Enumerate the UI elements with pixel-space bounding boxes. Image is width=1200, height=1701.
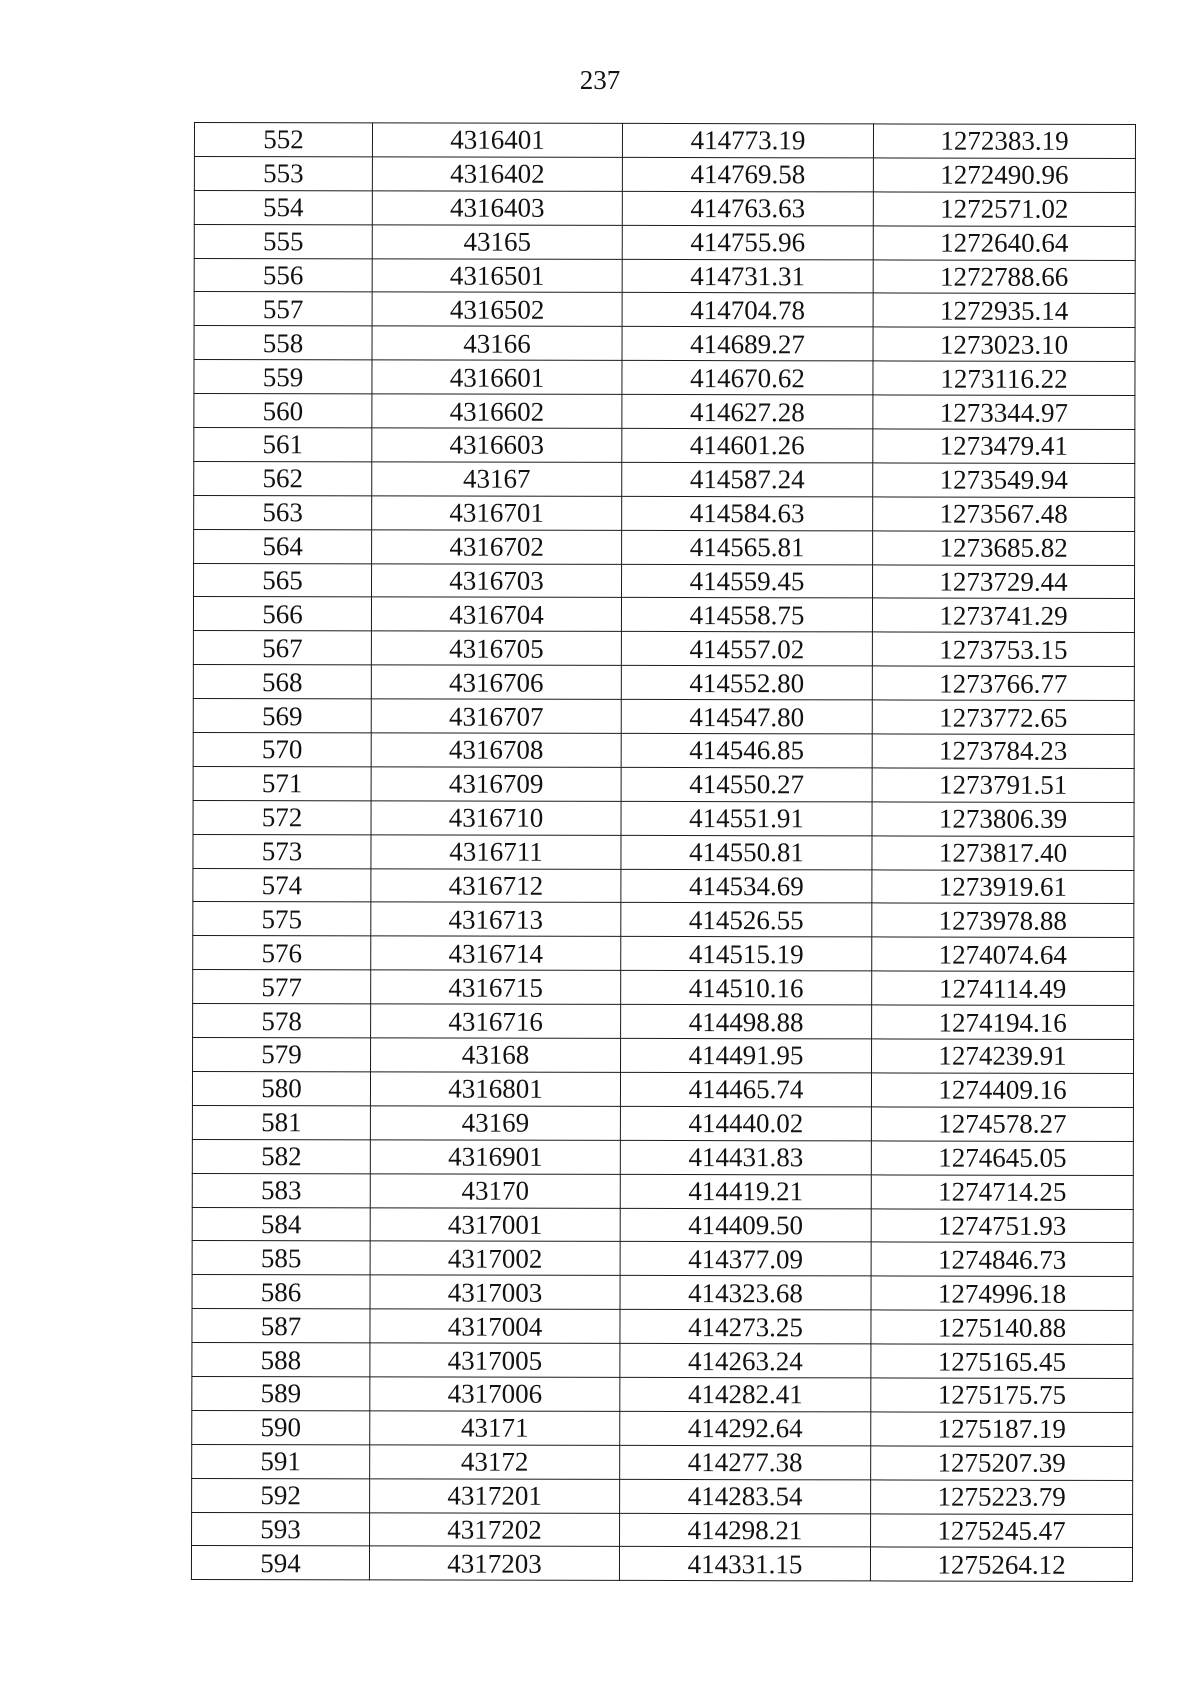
x-coordinate-cell: 414773.19 xyxy=(622,123,873,157)
point-id-cell: 4316705 xyxy=(371,631,621,665)
x-coordinate-cell: 414670.62 xyxy=(622,361,873,395)
row-index-cell: 583 xyxy=(192,1173,370,1207)
y-coordinate-cell: 1272571.02 xyxy=(873,192,1135,226)
page-number: 237 xyxy=(579,65,621,95)
point-id-cell: 4317004 xyxy=(370,1309,620,1343)
table-row xyxy=(192,1207,1133,1243)
row-index-cell: 569 xyxy=(193,699,371,733)
row-index-cell: 562 xyxy=(194,461,372,495)
row-index-cell: 587 xyxy=(192,1309,370,1343)
y-coordinate-cell: 1274714.25 xyxy=(871,1175,1133,1209)
y-coordinate-cell: 1272490.96 xyxy=(873,158,1135,192)
y-coordinate-cell: 1273806.39 xyxy=(872,802,1134,836)
table-row xyxy=(192,1071,1133,1107)
table-row xyxy=(194,156,1135,192)
point-id-cell: 4317005 xyxy=(370,1343,620,1377)
point-id-cell: 4316708 xyxy=(371,733,621,767)
x-coordinate-cell: 414263.24 xyxy=(620,1343,871,1377)
row-index-cell: 592 xyxy=(192,1478,370,1512)
row-index-cell: 557 xyxy=(194,292,372,326)
row-index-cell: 577 xyxy=(193,970,371,1004)
y-coordinate-cell: 1273978.88 xyxy=(872,903,1134,937)
x-coordinate-cell: 414465.74 xyxy=(620,1072,871,1106)
x-coordinate-cell: 414550.27 xyxy=(621,767,872,801)
x-coordinate-cell: 414273.25 xyxy=(620,1310,871,1344)
row-index-cell: 584 xyxy=(192,1207,370,1241)
point-id-cell: 4317001 xyxy=(370,1207,620,1241)
table-row xyxy=(193,1004,1134,1040)
point-id-cell: 4316701 xyxy=(372,496,622,530)
y-coordinate-cell: 1273753.15 xyxy=(872,632,1134,666)
x-coordinate-cell: 414551.91 xyxy=(621,801,872,835)
row-index-cell: 566 xyxy=(193,597,371,631)
row-index-cell: 556 xyxy=(194,258,372,292)
row-index-cell: 573 xyxy=(193,834,371,868)
point-id-cell: 4316602 xyxy=(372,394,622,428)
x-coordinate-cell: 414559.45 xyxy=(622,564,873,598)
x-coordinate-cell: 414440.02 xyxy=(620,1106,871,1140)
y-coordinate-cell: 1273116.22 xyxy=(873,361,1135,395)
row-index-cell: 564 xyxy=(194,529,372,563)
x-coordinate-cell: 414331.15 xyxy=(619,1547,870,1581)
row-index-cell: 576 xyxy=(193,936,371,970)
table-row xyxy=(194,428,1135,464)
x-coordinate-cell: 414755.96 xyxy=(622,225,873,259)
table-row xyxy=(194,394,1135,430)
y-coordinate-cell: 1274114.49 xyxy=(872,971,1134,1005)
row-index-cell: 552 xyxy=(194,123,372,157)
y-coordinate-cell: 1273791.51 xyxy=(872,768,1134,802)
y-coordinate-cell: 1273919.61 xyxy=(872,870,1134,904)
x-coordinate-cell: 414547.80 xyxy=(621,700,872,734)
row-index-cell: 574 xyxy=(193,868,371,902)
table-row xyxy=(194,292,1135,328)
y-coordinate-cell: 1273567.48 xyxy=(873,497,1135,531)
table-row xyxy=(192,1478,1133,1514)
x-coordinate-cell: 414282.41 xyxy=(620,1377,871,1411)
point-id-cell: 4317202 xyxy=(370,1512,620,1546)
row-index-cell: 586 xyxy=(192,1275,370,1309)
x-coordinate-cell: 414515.19 xyxy=(621,937,872,971)
row-index-cell: 589 xyxy=(192,1376,370,1410)
point-id-cell: 4316709 xyxy=(371,767,621,801)
table-row xyxy=(193,665,1134,701)
x-coordinate-cell: 414283.54 xyxy=(620,1479,871,1513)
table-row xyxy=(192,1512,1133,1548)
y-coordinate-cell: 1272640.64 xyxy=(873,226,1135,260)
point-id-cell: 4316702 xyxy=(372,530,622,564)
point-id-cell: 4316707 xyxy=(371,699,621,733)
table-row xyxy=(193,699,1134,735)
point-id-cell: 4316703 xyxy=(372,563,622,597)
x-coordinate-cell: 414550.81 xyxy=(621,835,872,869)
row-index-cell: 594 xyxy=(191,1546,369,1580)
point-id-cell: 4316601 xyxy=(372,360,622,394)
x-coordinate-cell: 414546.85 xyxy=(621,733,872,767)
point-id-cell: 43166 xyxy=(372,326,622,360)
table-row xyxy=(193,868,1134,904)
coordinate-table xyxy=(191,122,1136,1582)
table-row xyxy=(193,597,1134,633)
row-index-cell: 559 xyxy=(194,360,372,394)
table-row xyxy=(194,326,1135,362)
point-id-cell: 4316704 xyxy=(371,597,621,631)
point-id-cell: 4316713 xyxy=(371,902,621,936)
row-index-cell: 580 xyxy=(192,1071,370,1105)
point-id-cell: 4317002 xyxy=(370,1241,620,1275)
table-row xyxy=(192,1309,1133,1345)
y-coordinate-cell: 1274239.91 xyxy=(872,1039,1134,1073)
row-index-cell: 560 xyxy=(194,394,372,428)
y-coordinate-cell: 1274846.73 xyxy=(871,1242,1133,1276)
x-coordinate-cell: 414419.21 xyxy=(620,1174,871,1208)
table-row xyxy=(192,1410,1133,1446)
point-id-cell: 4316706 xyxy=(371,665,621,699)
row-index-cell: 575 xyxy=(193,902,371,936)
point-id-cell: 4316603 xyxy=(372,428,622,462)
y-coordinate-cell: 1274751.93 xyxy=(871,1208,1133,1242)
y-coordinate-cell: 1273741.29 xyxy=(872,598,1134,632)
y-coordinate-cell: 1273766.77 xyxy=(872,666,1134,700)
table-row xyxy=(193,766,1134,802)
x-coordinate-cell: 414277.38 xyxy=(620,1445,871,1479)
point-id-cell: 4316403 xyxy=(372,191,622,225)
table-row xyxy=(191,1546,1132,1582)
point-id-cell: 4316801 xyxy=(370,1072,620,1106)
row-index-cell: 579 xyxy=(193,1038,371,1072)
x-coordinate-cell: 414526.55 xyxy=(621,903,872,937)
x-coordinate-cell: 414552.80 xyxy=(621,666,872,700)
x-coordinate-cell: 414704.78 xyxy=(622,293,873,327)
x-coordinate-cell: 414498.88 xyxy=(621,1005,872,1039)
y-coordinate-cell: 1273549.94 xyxy=(873,463,1135,497)
point-id-cell: 4316710 xyxy=(371,801,621,835)
table-row xyxy=(194,495,1135,531)
x-coordinate-cell: 414510.16 xyxy=(621,971,872,1005)
table-row xyxy=(194,563,1135,599)
table-row xyxy=(193,902,1134,938)
row-index-cell: 571 xyxy=(193,766,371,800)
x-coordinate-cell: 414534.69 xyxy=(621,869,872,903)
point-id-cell: 43165 xyxy=(372,225,622,259)
point-id-cell: 4316501 xyxy=(372,258,622,292)
point-id-cell: 4316502 xyxy=(372,292,622,326)
y-coordinate-cell: 1272383.19 xyxy=(873,124,1135,158)
row-index-cell: 554 xyxy=(194,190,372,224)
y-coordinate-cell: 1272788.66 xyxy=(873,259,1135,293)
table-row xyxy=(193,733,1134,769)
row-index-cell: 570 xyxy=(193,733,371,767)
y-coordinate-cell: 1274074.64 xyxy=(872,937,1134,971)
table-row xyxy=(192,1105,1133,1141)
table-row xyxy=(194,224,1135,260)
table-row xyxy=(194,123,1135,159)
y-coordinate-cell: 1275245.47 xyxy=(871,1513,1133,1547)
y-coordinate-cell: 1275187.19 xyxy=(871,1412,1133,1446)
table-row xyxy=(192,1241,1133,1277)
table-row xyxy=(194,258,1135,294)
y-coordinate-cell: 1272935.14 xyxy=(873,293,1135,327)
row-index-cell: 561 xyxy=(194,428,372,462)
point-id-cell: 4317006 xyxy=(370,1377,620,1411)
point-id-cell: 4316715 xyxy=(371,970,621,1004)
table-row xyxy=(194,190,1135,226)
x-coordinate-cell: 414565.81 xyxy=(622,530,873,564)
table-row xyxy=(193,834,1134,870)
point-id-cell: 4317203 xyxy=(369,1546,619,1580)
y-coordinate-cell: 1274194.16 xyxy=(872,1005,1134,1039)
point-id-cell: 4316712 xyxy=(371,868,621,902)
x-coordinate-cell: 414409.50 xyxy=(620,1208,871,1242)
table-row xyxy=(192,1275,1133,1311)
row-index-cell: 555 xyxy=(194,224,372,258)
x-coordinate-cell: 414323.68 xyxy=(620,1276,871,1310)
point-id-cell: 43167 xyxy=(372,462,622,496)
y-coordinate-cell: 1274409.16 xyxy=(871,1073,1133,1107)
y-coordinate-cell: 1273344.97 xyxy=(873,395,1135,429)
point-id-cell: 43171 xyxy=(370,1411,620,1445)
table-row xyxy=(192,1444,1133,1480)
point-id-cell: 43168 xyxy=(371,1038,621,1072)
x-coordinate-cell: 414292.64 xyxy=(620,1411,871,1445)
point-id-cell: 43172 xyxy=(370,1445,620,1479)
row-index-cell: 578 xyxy=(193,1004,371,1038)
row-index-cell: 553 xyxy=(194,156,372,190)
table-row xyxy=(193,1038,1134,1074)
y-coordinate-cell: 1275264.12 xyxy=(870,1547,1132,1581)
x-coordinate-cell: 414298.21 xyxy=(620,1513,871,1547)
x-coordinate-cell: 414689.27 xyxy=(622,327,873,361)
y-coordinate-cell: 1273729.44 xyxy=(873,565,1135,599)
table-row xyxy=(193,970,1134,1006)
row-index-cell: 565 xyxy=(194,563,372,597)
y-coordinate-cell: 1273817.40 xyxy=(872,836,1134,870)
x-coordinate-cell: 414558.75 xyxy=(621,598,872,632)
x-coordinate-cell: 414377.09 xyxy=(620,1242,871,1276)
y-coordinate-cell: 1273023.10 xyxy=(873,327,1135,361)
table-row xyxy=(192,1139,1133,1175)
y-coordinate-cell: 1273772.65 xyxy=(872,700,1134,734)
row-index-cell: 588 xyxy=(192,1343,370,1377)
row-index-cell: 567 xyxy=(193,631,371,665)
point-id-cell: 4316402 xyxy=(372,157,622,191)
x-coordinate-cell: 414431.83 xyxy=(620,1140,871,1174)
table-row xyxy=(194,360,1135,396)
point-id-cell: 43169 xyxy=(370,1106,620,1140)
row-index-cell: 572 xyxy=(193,800,371,834)
y-coordinate-cell: 1274996.18 xyxy=(871,1276,1133,1310)
point-id-cell: 4316901 xyxy=(370,1140,620,1174)
y-coordinate-cell: 1275165.45 xyxy=(871,1344,1133,1378)
y-coordinate-cell: 1274645.05 xyxy=(871,1141,1133,1175)
point-id-cell: 4316401 xyxy=(372,123,622,157)
x-coordinate-cell: 414763.63 xyxy=(622,191,873,225)
x-coordinate-cell: 414584.63 xyxy=(622,496,873,530)
x-coordinate-cell: 414587.24 xyxy=(622,462,873,496)
y-coordinate-cell: 1273784.23 xyxy=(872,734,1134,768)
table-row xyxy=(194,461,1135,497)
row-index-cell: 591 xyxy=(192,1444,370,1478)
x-coordinate-cell: 414731.31 xyxy=(622,259,873,293)
x-coordinate-cell: 414491.95 xyxy=(621,1038,872,1072)
table-row xyxy=(192,1376,1133,1412)
x-coordinate-cell: 414557.02 xyxy=(621,632,872,666)
row-index-cell: 568 xyxy=(193,665,371,699)
table-row xyxy=(193,631,1134,667)
row-index-cell: 585 xyxy=(192,1241,370,1275)
y-coordinate-cell: 1275207.39 xyxy=(871,1446,1133,1480)
table-row xyxy=(193,936,1134,972)
x-coordinate-cell: 414627.28 xyxy=(622,395,873,429)
row-index-cell: 593 xyxy=(192,1512,370,1546)
y-coordinate-cell: 1273479.41 xyxy=(873,429,1135,463)
row-index-cell: 582 xyxy=(192,1139,370,1173)
row-index-cell: 581 xyxy=(192,1105,370,1139)
y-coordinate-cell: 1275140.88 xyxy=(871,1310,1133,1344)
table-row xyxy=(192,1343,1133,1379)
x-coordinate-cell: 414601.26 xyxy=(622,428,873,462)
point-id-cell: 4316714 xyxy=(371,936,621,970)
table-row xyxy=(194,529,1135,565)
table-row xyxy=(193,800,1134,836)
row-index-cell: 558 xyxy=(194,326,372,360)
y-coordinate-cell: 1274578.27 xyxy=(871,1107,1133,1141)
y-coordinate-cell: 1275175.75 xyxy=(871,1378,1133,1412)
point-id-cell: 4317003 xyxy=(370,1275,620,1309)
point-id-cell: 4316716 xyxy=(371,1004,621,1038)
y-coordinate-cell: 1275223.79 xyxy=(871,1480,1133,1514)
row-index-cell: 563 xyxy=(194,495,372,529)
y-coordinate-cell: 1273685.82 xyxy=(873,531,1135,565)
x-coordinate-cell: 414769.58 xyxy=(622,157,873,191)
row-index-cell: 590 xyxy=(192,1410,370,1444)
point-id-cell: 4317201 xyxy=(370,1478,620,1512)
table-row xyxy=(192,1173,1133,1209)
point-id-cell: 43170 xyxy=(370,1173,620,1207)
table-body xyxy=(191,123,1135,1582)
point-id-cell: 4316711 xyxy=(371,835,621,869)
